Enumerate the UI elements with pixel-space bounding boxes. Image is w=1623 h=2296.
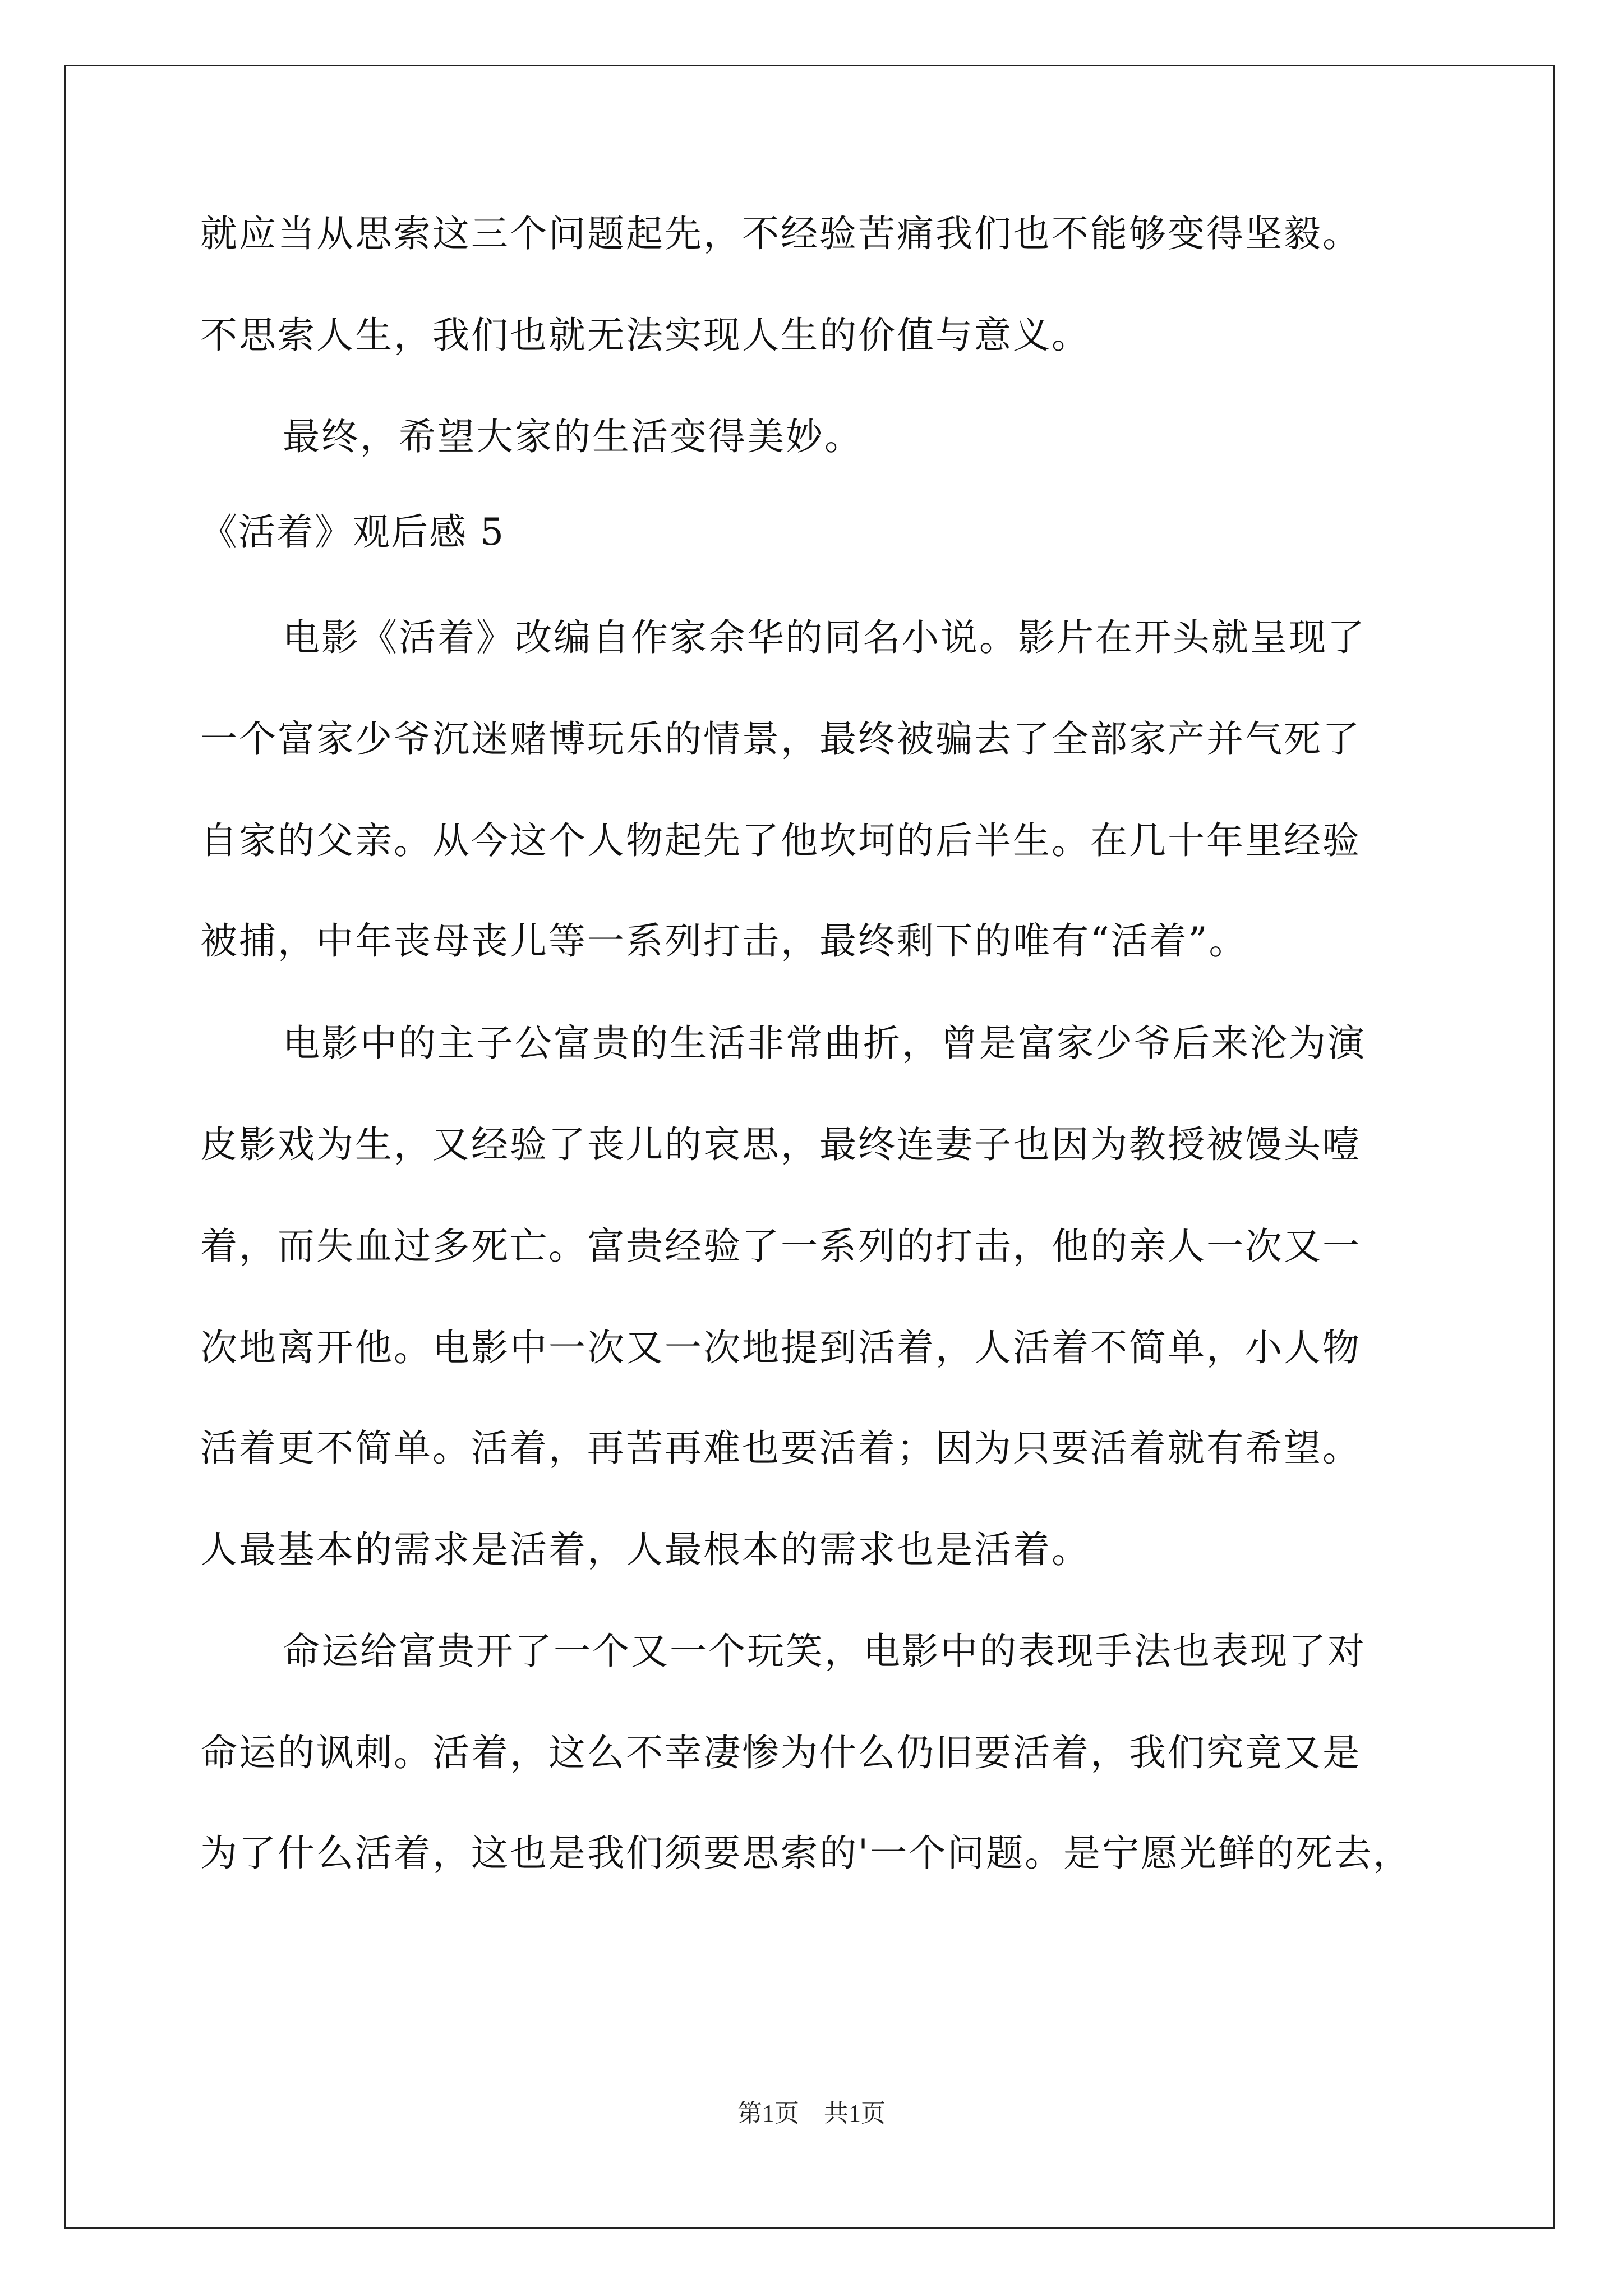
paragraph-2-line-6: 人最基本的需求是活着，人最根本的需求也是活着。 [200,1528,1090,1571]
paragraph-1-line-2: 一个富家少爷沉迷赌博玩乐的情景，最终被骗去了全部家产并气死了 [200,717,1361,761]
paragraph-3-line-2: 命运的讽刺。活着，这么不幸凄惨为什么仍旧要活着，我们究竟又是 [200,1731,1361,1774]
paragraph-2-line-5: 活着更不简单。活着，再苦再难也要活着；因为只要活着就有希望。 [200,1427,1361,1470]
body-line-2: 不思索人生，我们也就无法实现人生的价值与意义。 [200,314,1090,357]
paragraph-2-line-4: 次地离开他。电影中一次又一次地提到活着，人活着不简单，小人物 [200,1326,1361,1369]
paragraph-1-line-1: 电影《活着》改编自作家余华的同名小说。影片在开头就呈现了 [283,616,1366,659]
paragraph-3-line-1: 命运给富贵开了一个又一个玩笑，电影中的表现手法也表现了对 [283,1630,1366,1673]
paragraph-1-line-3: 自家的父亲。从今这个人物起先了他坎坷的后半生。在几十年里经验 [200,819,1361,862]
paragraph-2-line-1: 电影中的主子公富贵的生活非常曲折，曾是富家少爷后来沦为演 [283,1022,1366,1065]
paragraph-1-line-4: 被捕，中年丧母丧儿等一系列打击，最终剩下的唯有“活着”。 [200,919,1248,963]
body-line-1: 就应当从思索这三个问题起先，不经验苦痛我们也不能够变得坚毅。 [200,212,1361,255]
page-number-footer: 第1页 共1页 [737,2100,886,2127]
section-heading: 《活着》观后感 5 [200,510,505,554]
closing-line: 最终，希望大家的生活变得美妙。 [283,415,863,458]
paragraph-2-line-2: 皮影戏为生，又经验了丧儿的哀思，最终连妻子也因为教授被馒头噎 [200,1123,1361,1166]
paragraph-3-line-3: 为了什么活着，这也是我们须要思索的'一个问题。是宁愿光鲜的死去， [200,1832,1412,1875]
paragraph-2-line-3: 着，而失血过多死亡。富贵经验了一系列的打击，他的亲人一次又一 [200,1225,1361,1268]
